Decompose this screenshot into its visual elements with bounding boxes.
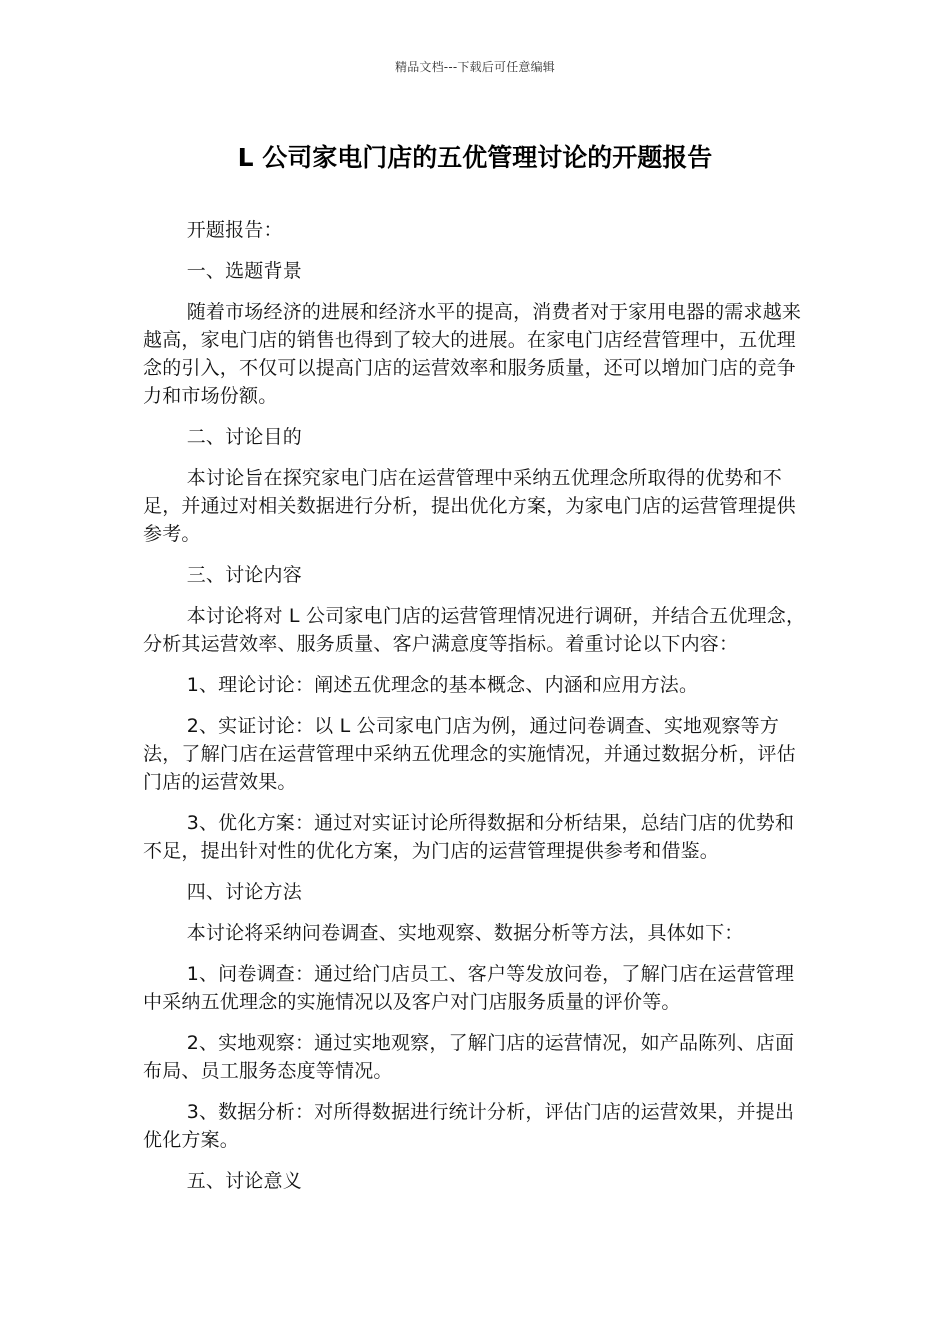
- intro-label: 开题报告：: [186, 219, 283, 241]
- section-heading-content: 三、讨论内容: [186, 564, 302, 586]
- method-item-analysis: 3、数据分析：对所得数据进行统计分析，评估门店的运营效果，并提出优化方案。: [143, 1101, 795, 1151]
- content-item-empirical: 2、实证讨论：以 L 公司家电门店为例，通过问卷调查、实地观察等方法，了解门店在运营管理中采纳五优理念的实施情况，并通过数据分析，评估门店的运营效果。: [143, 715, 796, 793]
- paragraph-purpose: 本讨论旨在探究家电门店在运营管理中采纳五优理念所取得的优势和不足，并通过对相关数据进行分析，提出优化方案，为家电门店的运营管理提供参考。: [143, 467, 796, 545]
- section-heading-method: 四、讨论方法: [186, 881, 302, 903]
- section-heading-significance: 五、讨论意义: [186, 1170, 302, 1192]
- content-item-theory: 1、理论讨论：阐述五优理念的基本概念、内涵和应用方法。: [186, 674, 699, 696]
- paragraph-method: 本讨论将采纳问卷调查、实地观察、数据分析等方法，具体如下：: [186, 922, 744, 944]
- page-header: 精品文档---下载后可任意编辑: [395, 60, 555, 74]
- paragraph-content: 本讨论将对 L 公司家电门店的运营管理情况进行调研，并结合五优理念，分析其运营效率、服务质量、客户满意度等指标。着重讨论以下内容：: [143, 605, 806, 655]
- content-item-optimization: 3、优化方案：通过对实证讨论所得数据和分析结果，总结门店的优势和不足，提出针对性的优化方案，为门店的运营管理提供参考和借鉴。: [143, 812, 795, 862]
- document-body: [143, 216, 807, 1208]
- paragraph-background: 随着市场经济的进展和经济水平的提高，消费者对于家用电器的需求越来越高，家电门店的销售也得到了较大的进展。在家电门店经营管理中，五优理念的引入，不仅可以提高门店的运营效率和服务质量，还可以增加门店的竞争力和市场份额。: [143, 301, 802, 407]
- section-heading-purpose: 二、讨论目的: [186, 426, 302, 448]
- method-item-survey: 1、问卷调查：通过给门店员工、客户等发放问卷，了解门店在运营管理中采纳五优理念的实施情况以及客户对门店服务质量的评价等。: [143, 963, 795, 1013]
- method-item-observation: 2、实地观察：通过实地观察，了解门店的运营情况，如产品陈列、店面布局、员工服务态度等情况。: [143, 1032, 795, 1082]
- document-title: L 公司家电门店的五优管理讨论的开题报告: [237, 143, 713, 172]
- section-heading-background: 一、选题背景: [186, 260, 302, 282]
